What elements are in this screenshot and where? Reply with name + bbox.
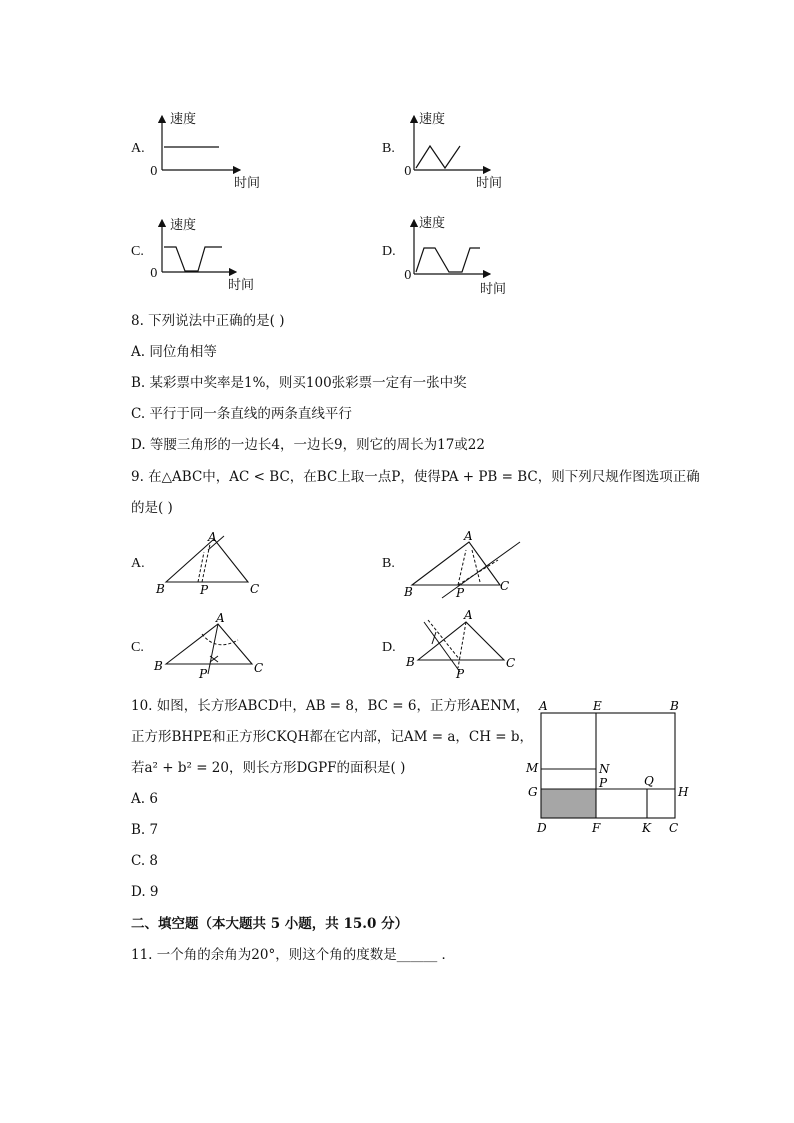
construction-figure-b [402,530,527,605]
section-title: 二、填空题（本大题共 5 小题，共 15.0 分） [131,916,409,932]
question-11-stem: 11. 一个角的余角为20°，则这个角的度数是______ ． [131,947,455,963]
label-k: K [642,821,651,835]
label-c: C [669,821,679,835]
question-stem: 8. 下列说法中正确的是( ) [131,313,285,329]
option-b: B. 某彩票中奖率是1%，则买100张彩票一定有一张中奖 [131,375,467,391]
option-label: B. [382,556,395,571]
vertex-b-label: B [156,582,165,596]
x-axis-label: 时间 [480,282,507,297]
label-p: P [599,776,608,790]
vertex-c-label: C [506,656,516,670]
option-d: D. 9 [131,884,159,900]
y-axis-label: 速度 [419,216,446,231]
construction-figure-d [402,610,527,685]
point-p-label: P [199,667,208,681]
point-p-label: P [456,586,465,600]
speed-time-graph-a [150,110,250,180]
label-g: G [528,785,538,799]
vertex-a-label: A [464,529,473,543]
construction-figure-c [150,612,270,684]
y-axis-label: 速度 [170,112,197,127]
option-label: B. [382,141,395,156]
option-label: D. [382,640,396,655]
label-d: D [537,821,547,835]
option-label: D. [382,244,396,259]
vertex-b-label: B [404,585,413,599]
question-stem-line2: 正方形BHPE和正方形CKQH都在它内部，记AM = a，CH = b， [131,729,534,745]
option-c: C. 平行于同一条直线的两条直线平行 [131,406,352,422]
vertex-a-label: A [216,611,225,625]
vertex-b-label: B [154,659,163,673]
question-stem-line1: 10. 如图，长方形ABCD中，AB = 8，BC = 6，正方形AENM， [131,698,530,714]
label-b: B [670,699,679,713]
speed-time-graph-c [150,214,245,284]
rectangle-figure [524,698,704,838]
vertex-b-label: B [406,655,415,669]
option-label: A. [131,556,145,571]
label-h: H [678,785,689,799]
x-axis-label: 时间 [234,176,261,191]
option-b: B. 7 [131,822,159,838]
origin-label: 0 [150,164,158,178]
origin-label: 0 [404,164,412,178]
y-axis-label: 速度 [419,112,446,127]
speed-time-graph-d [402,214,502,284]
option-label: A. [131,141,145,156]
label-e: E [593,699,602,713]
y-axis-label: 速度 [170,218,197,233]
vertex-c-label: C [254,661,264,675]
option-a: A. 6 [131,791,158,807]
question-stem-line1: 9. 在△ABC中，AC < BC，在BC上取一点P，使得PA + PB = BC，则下列尺规作图选项正确 [131,469,700,485]
vertex-c-label: C [250,582,260,596]
origin-label: 0 [404,268,412,282]
point-p-label: P [200,583,209,597]
label-f: F [592,821,601,835]
label-m: M [526,761,539,775]
x-axis-label: 时间 [228,278,255,293]
vertex-a-label: A [208,530,217,544]
question-stem-line3: 若a² + b² = 20，则长方形DGPF的面积是( ) [131,760,406,776]
label-q: Q [644,774,654,788]
x-axis-label: 时间 [476,176,503,191]
shaded-rectangle-dgpf [541,789,596,818]
option-a: A. 同位角相等 [131,344,217,360]
vertex-a-label: A [464,608,473,622]
origin-label: 0 [150,266,158,280]
option-c: C. 8 [131,853,159,869]
option-label: C. [131,244,144,259]
question-stem-line2: 的是( ) [131,500,173,516]
option-label: C. [131,640,144,655]
vertex-c-label: C [500,579,510,593]
label-a: A [539,699,548,713]
label-n: N [599,762,610,776]
construction-figure-a [150,530,270,600]
speed-time-graph-b [402,110,502,180]
option-d: D. 等腰三角形的一边长4，一边长9，则它的周长为17或22 [131,437,485,453]
point-p-label: P [456,667,465,681]
